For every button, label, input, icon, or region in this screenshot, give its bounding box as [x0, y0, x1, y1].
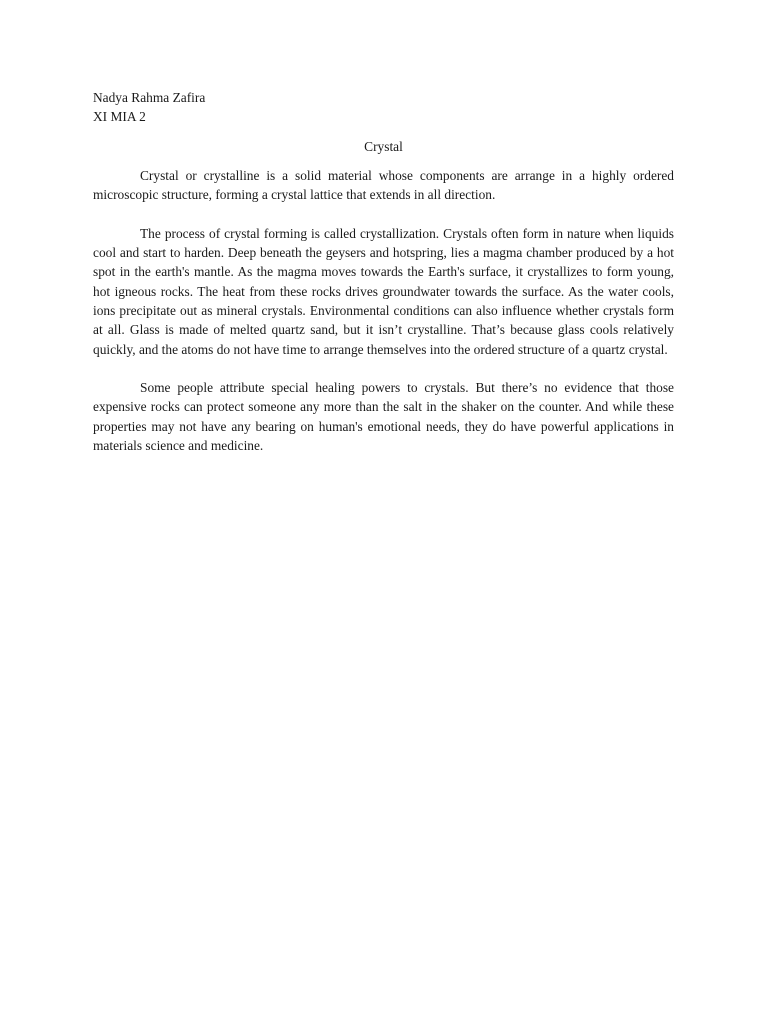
paragraph-definition: Crystal or crystalline is a solid material whose components are arrange in a highly ordered microscopic structure, forming a crystal lattice that extends in all direction. [93, 167, 674, 203]
paragraph-healing: Some people attribute special healing powers to crystals. But there’s no evidence that those expensive rocks can protect someone any more than the salt in the shaker on the counter. And while these properties may not have any bearing on human's emotional needs, they do have powerful applications in materials science and medicine. [93, 380, 674, 454]
document-title: Crystal [364, 138, 403, 154]
author-name: Nadya Rahma Zafira [93, 90, 206, 105]
paragraph-formation: The process of crystal forming is called crystallization. Crystals often form in nature when liquids cool and start to harden. Deep beneath the geysers and hotspring, lies a magma chamber produced by a hot spot in the earth's mantle. As the magma moves towards the Earth's surface, it crystallizes to form young, hot igneous rocks. The heat from these rocks drives groundwater towards the surface. As the water cools, ions precipitate out as mineral crystals. Environmental conditions can also influence whether crystals form at all. Glass is made of melted quartz sand, but it isn’t crystalline. That’s because glass cools relatively quickly, and the atoms do not have time to arrange themselves into the ordered structure of a quartz crystal. [93, 225, 674, 357]
class-name: XI MIA 2 [93, 109, 146, 125]
document-body [93, 88, 674, 475]
author-block [93, 88, 674, 127]
